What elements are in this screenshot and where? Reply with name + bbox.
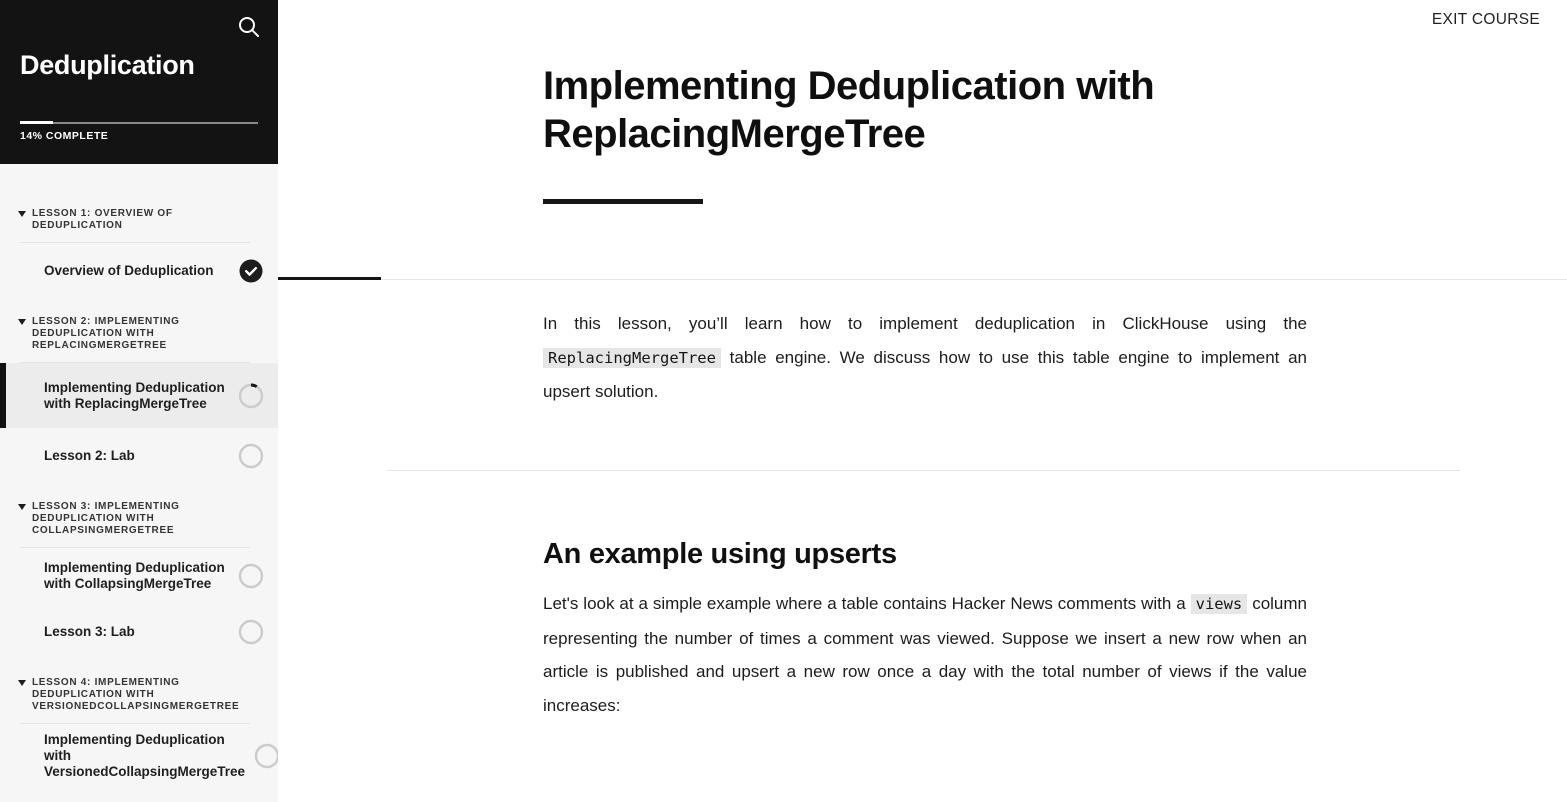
status-not-started-icon [238, 563, 264, 589]
sidebar-item-lesson-3-lab[interactable] [0, 604, 278, 660]
lesson-section-1-title: LESSON 1: OVERVIEW OF DEDUPLICATION [32, 208, 173, 231]
exit-course-button[interactable]: EXIT COURSE [1431, 11, 1540, 28]
chevron-down-icon [18, 680, 26, 686]
sidebar-header [0, 0, 278, 164]
intro-text-after: table engine. We discuss how to use this table engine to implement an upsert solution. [543, 347, 1307, 401]
sidebar-item-implementing-versionedcollapsingmergetree[interactable] [0, 724, 278, 788]
inline-code-replacingmergetree: ReplacingMergeTree [543, 348, 721, 368]
status-not-started-icon [238, 443, 264, 469]
status-not-started-icon [254, 743, 278, 769]
sidebar-item-implementing-collapsingmergetree[interactable] [0, 548, 278, 604]
sidebar-item-lesson-2-lab[interactable] [0, 428, 278, 484]
course-title: Deduplication [20, 50, 195, 80]
status-complete-icon [238, 258, 264, 284]
course-sidebar [0, 0, 278, 802]
lesson-section-4-title: LESSON 4: IMPLEMENTING DEDUPLICATION WITH VERSIONEDCOLLAPSINGMERGETREE [32, 677, 240, 712]
course-progress-fill [20, 121, 53, 124]
sidebar-item-label: Implementing Deduplication with ReplacingMergeTree [44, 379, 225, 411]
lesson-section-3-title: LESSON 3: IMPLEMENTING DEDUPLICATION WITH COLLAPSINGMERGETREE [32, 501, 180, 536]
sidebar-item-label: Implementing Deduplication with VersionedCollapsingMergeTree [44, 732, 246, 779]
lesson-section-4-header[interactable] [0, 677, 278, 713]
example-text-after: column representing the number of times a comment was viewed. Suppose we insert a new row when an article is published and upsert a new row once a day with the total number of views if the value increases: [543, 594, 1307, 715]
lesson-section-4 [0, 677, 278, 788]
lesson-nav [0, 164, 278, 788]
sidebar-item-label: Lesson 3: Lab [44, 624, 135, 639]
chevron-down-icon [18, 504, 26, 510]
status-not-started-icon [238, 619, 264, 645]
menu-icon[interactable] [293, 14, 315, 31]
lesson-section-1 [0, 208, 278, 299]
status-in-progress-icon [238, 383, 264, 409]
lesson-section-2-header[interactable] [0, 316, 278, 352]
lesson-section-2 [0, 316, 278, 484]
chevron-down-icon [18, 319, 26, 325]
example-paragraph [543, 587, 1307, 722]
lesson-progress-done-segment [278, 277, 381, 280]
lesson-progress-track [278, 279, 1567, 280]
sidebar-item-implementing-replacingmergetree[interactable] [0, 363, 278, 428]
title-underline-rule [543, 199, 703, 204]
example-text-before: Let's look at a simple example where a table contains Hacker News comments with a [543, 594, 1191, 613]
intro-paragraph [543, 307, 1307, 409]
lesson-section-3-header[interactable] [0, 501, 278, 537]
lesson-section-2-title: LESSON 2: IMPLEMENTING DEDUPLICATION WITH REPLACINGMERGETREE [32, 316, 180, 351]
lesson-section-1-header[interactable] [0, 208, 278, 232]
intro-text-before: In this lesson, you’ll learn how to implement deduplication in ClickHouse using the [543, 314, 1307, 333]
search-icon[interactable] [236, 14, 262, 40]
sidebar-item-label: Implementing Deduplication with CollapsingMergeTree [44, 560, 225, 591]
lesson-section-3 [0, 501, 278, 660]
sidebar-item-label: Lesson 2: Lab [44, 448, 135, 463]
course-progress-bar [20, 122, 258, 124]
section-divider [387, 470, 1460, 471]
course-progress-label: 14% COMPLETE [20, 130, 109, 142]
chevron-down-icon [18, 211, 26, 217]
sidebar-item-overview-of-deduplication[interactable] [0, 243, 278, 299]
example-section-heading: An example using upserts [543, 538, 897, 570]
sidebar-item-label: Overview of Deduplication [44, 263, 214, 278]
lesson-title: Implementing Deduplication with ReplacingMergeTree [543, 64, 1155, 156]
lesson-progress-line [278, 277, 1567, 280]
inline-code-views: views [1191, 594, 1248, 614]
lesson-content-area [278, 0, 1567, 802]
